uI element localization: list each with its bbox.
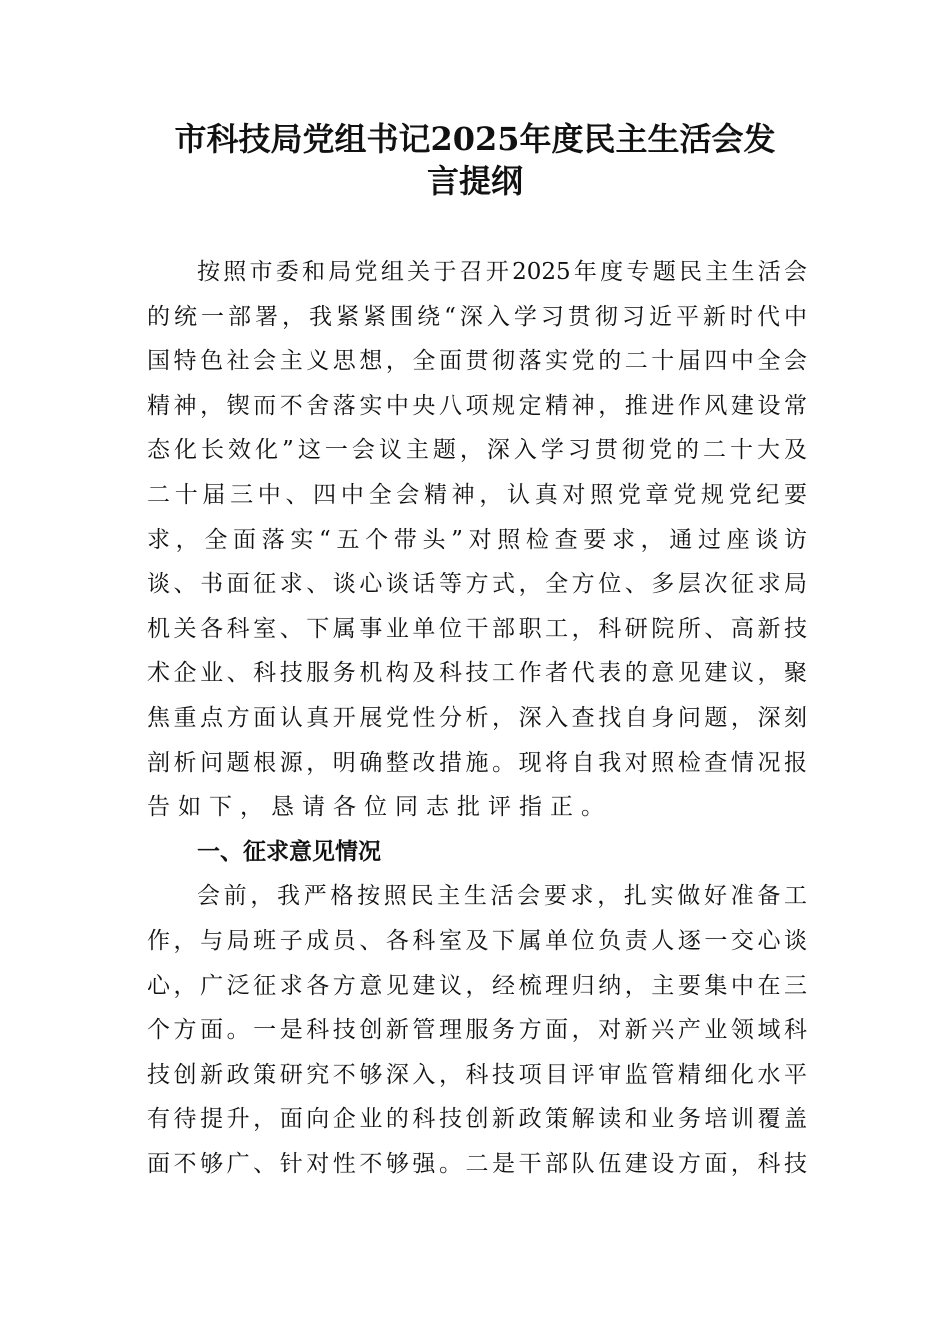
text-line: 术企业、科技服务机构及科技工作者代表的意见建议，聚 <box>147 660 807 687</box>
text-line: 会前，我严格按照民主生活会要求，扎实做好准备工 <box>197 883 807 910</box>
document-title-line-1: 市科技局党组书记2025年度民主生活会发 <box>174 120 776 158</box>
text-line: 国特色社会主义思想，全面贯彻落实党的二十届四中全会 <box>147 348 807 375</box>
text-line: 的统一部署，我紧紧围绕“深入学习贯彻习近平新时代中 <box>147 303 807 330</box>
text-line: 态化长效化”这一会议主题，深入学习贯彻党的二十大及 <box>147 437 807 464</box>
paragraph-opinions <box>147 874 807 1186</box>
text-line: 有待提升，面向企业的科技创新政策解读和业务培训覆盖 <box>147 1106 807 1133</box>
text-line: 心，广泛征求各方意见建议，经梳理归纳，主要集中在三 <box>147 972 807 999</box>
paragraph-intro <box>147 250 807 830</box>
text-line: 面不够广、针对性不够强。二是干部队伍建设方面，科技 <box>147 1150 807 1177</box>
text-line: 求，全面落实“五个带头”对照检查要求，通过座谈访 <box>147 526 807 553</box>
text-line: 告如下，恳请各位同志批评指正。 <box>147 794 612 821</box>
text-line: 技创新政策研究不够深入，科技项目评审监管精细化水平 <box>147 1061 807 1088</box>
text-line: 作，与局班子成员、各科室及下属单位负责人逐一交心谈 <box>147 927 807 954</box>
text-line: 二十届三中、四中全会精神，认真对照党章党规党纪要 <box>147 481 807 508</box>
text-line: 谈、书面征求、谈心谈话等方式，全方位、多层次征求局 <box>147 571 807 598</box>
text-line: 剖析问题根源，明确整改措施。现将自我对照检查情况报 <box>147 749 807 776</box>
text-line: 按照市委和局党组关于召开2025年度专题民主生活会 <box>197 259 807 285</box>
text-line: 焦重点方面认真开展党性分析，深入查找自身问题，深刻 <box>147 704 807 731</box>
section-heading: 一、征求意见情况 <box>197 838 381 865</box>
document-title-line-2: 言提纲 <box>426 162 523 200</box>
text-line: 机关各科室、下属事业单位干部职工，科研院所、高新技 <box>147 615 807 642</box>
text-line: 个方面。一是科技创新管理服务方面，对新兴产业领域科 <box>147 1017 807 1044</box>
document-body <box>147 250 807 1186</box>
text-line: 精神，锲而不舍落实中央八项规定精神，推进作风建设常 <box>147 392 807 419</box>
